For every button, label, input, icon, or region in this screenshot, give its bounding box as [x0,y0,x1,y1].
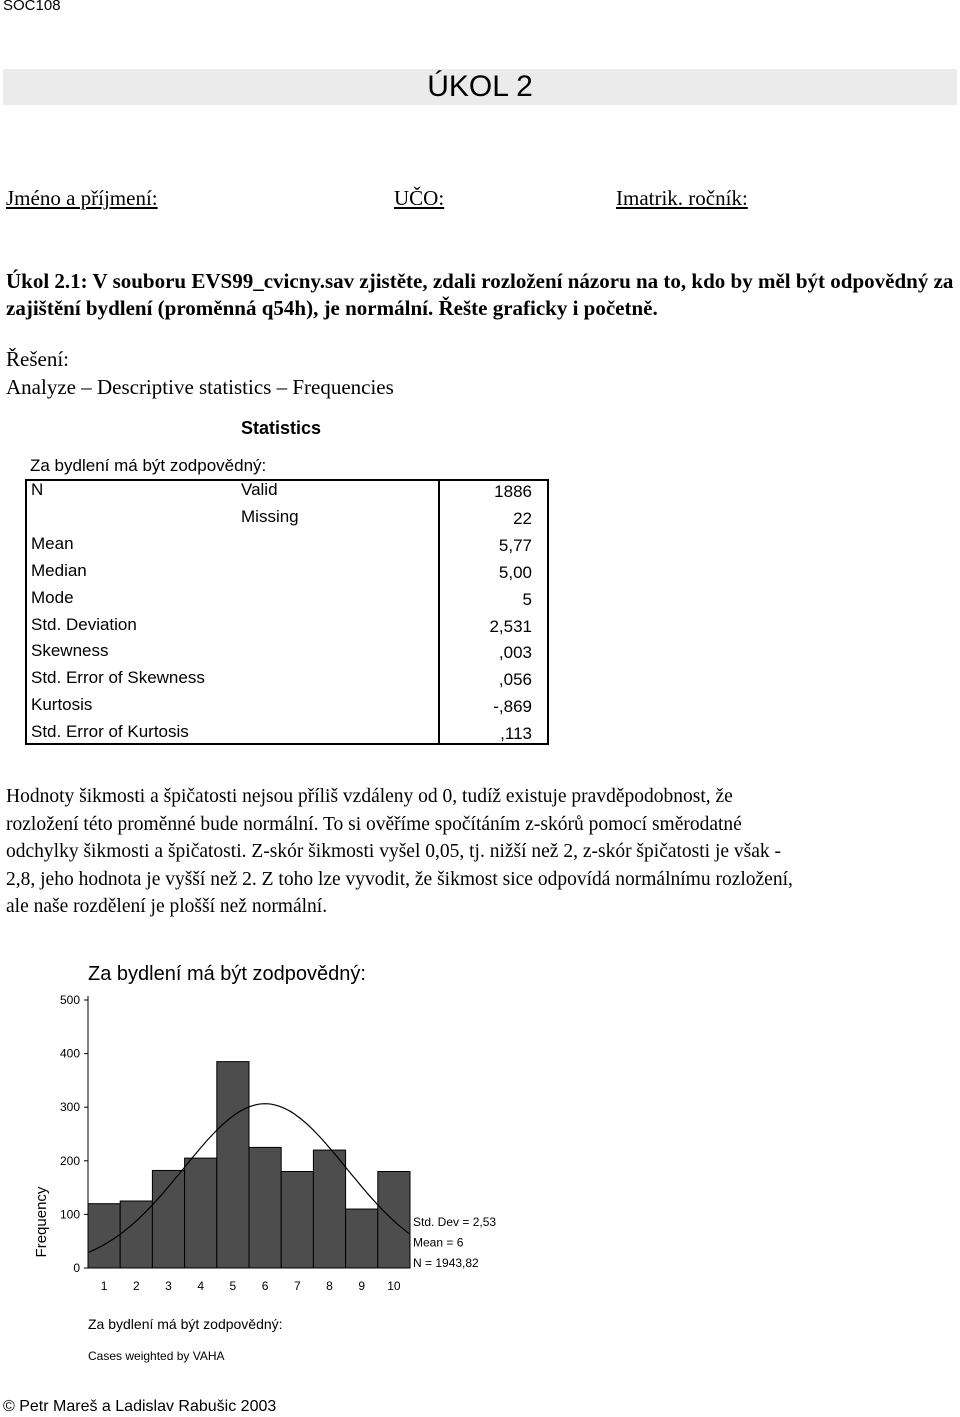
stat-value: 5 [522,589,532,609]
x-tick-label: 5 [229,1279,237,1293]
histogram-chart [0,950,960,1370]
x-tick-label: 7 [293,1279,301,1293]
stat-label: Median [31,560,87,580]
conclusion-line: 2,8, jeho hodnota je vyšší než 2. Z toho lze vyvodit, že šikmost sice odpovídá normálnímu rozložení, [6,868,793,890]
stat-value: 1886 [494,482,532,501]
y-axis-title: Frequency [33,1186,50,1258]
weighting-note: Cases weighted by VAHA [88,1349,225,1363]
stat-label: Std. Deviation [31,614,137,634]
stat-label: Kurtosis [31,695,93,715]
histogram-bar [249,1147,281,1268]
histogram-bar [281,1172,313,1268]
histogram-bar [346,1209,378,1268]
page-title: ÚKOL 2 [427,70,533,103]
conclusion-line: ale naše rozdělení je plošší než normální. [6,896,328,917]
x-tick-label: 9 [358,1279,366,1293]
x-tick-label: 3 [165,1279,172,1293]
stat-label: Mean [31,533,74,553]
histogram-bar [152,1170,184,1268]
conclusion-line: rozložení této proměnné bude normální. To si ověříme spočítáním z-skórů pomocí směrodatné [6,813,742,835]
year-field-label: Imatrik. ročník: [616,186,748,210]
stat-label: Std. Error of Skewness [31,668,205,688]
solution-path: Analyze – Descriptive statistics – Frequencies [6,375,394,399]
stat-label: Mode [31,587,74,607]
task-text: Úkol 2.1: V souboru EVS99_cvicny.sav zjistěte, zdali rozložení názoru na to, kdo by měl být odpovědný za zajištění bydlení (proměnná q54h), je normální. Řešte graficky i početně. [6,269,954,320]
y-tick-label: 200 [59,1153,80,1168]
histogram-bar [217,1062,249,1268]
histogram-bar [88,1204,120,1268]
stat-value: 5,77 [498,535,532,555]
stat-value: 5,00 [498,562,532,582]
conclusion-text [6,783,958,921]
y-tick-label: 300 [59,1100,80,1115]
x-tick-label: 1 [100,1279,108,1293]
y-tick-label: 400 [59,1046,80,1061]
chart-title: Za bydlení má být zodpovědný: [88,963,366,985]
statistics-variable: Za bydlení má být zodpovědný: [30,456,267,475]
histogram-bar [313,1150,345,1268]
x-tick-label: 6 [261,1279,269,1293]
y-tick-label: 500 [59,993,80,1007]
histogram-bar [378,1172,410,1268]
legend-entry: N = 1943,82 [413,1256,479,1270]
stat-sublabel: Missing [241,506,299,526]
legend-entry: Mean = 6 [413,1235,464,1250]
x-tick-label: 8 [326,1279,333,1293]
document-code: SOC108 [3,0,61,14]
histogram-bar [120,1201,152,1268]
y-tick-label: 0 [73,1261,80,1275]
stat-value: ,056 [498,670,532,690]
uco-field-label: UČO: [394,186,445,210]
legend-entry: Std. Dev = 2,53 [413,1215,497,1229]
stat-value: -,869 [493,697,532,717]
x-axis-title: Za bydlení má být zodpovědný: [88,1316,283,1332]
x-tick-label: 4 [197,1279,205,1293]
copyright-footer: © Petr Mareš a Ladislav Rabušic 2003 [3,1398,277,1415]
stat-value: 2,531 [489,616,532,636]
stat-sublabel: Valid [241,480,278,499]
stat-value: 22 [513,508,532,528]
name-field-label: Jméno a příjmení: [6,186,158,210]
histogram-bar [185,1158,217,1268]
statistics-title: Statistics [241,418,322,438]
stat-label: N [31,480,44,499]
stat-value: ,003 [498,643,532,663]
conclusion-line: odchylky šikmosti a špičatosti. Z-skór šikmosti vyšel 0,05, tj. nižší než 2, z-skór špičatosti je však - [6,841,782,862]
stat-value: ,113 [500,724,532,744]
x-tick-label: 2 [132,1279,140,1293]
x-tick-label: 10 [387,1279,401,1293]
conclusion-line: Hodnoty šikmosti a špičatosti nejsou příliš vzdáleny od 0, tudíž existuje pravděpodobnost, že [6,786,733,807]
stat-label: Skewness [31,641,109,661]
solution-label: Řešení: [6,347,69,371]
stat-label: Std. Error of Kurtosis [31,722,189,742]
y-tick-label: 100 [59,1207,80,1222]
